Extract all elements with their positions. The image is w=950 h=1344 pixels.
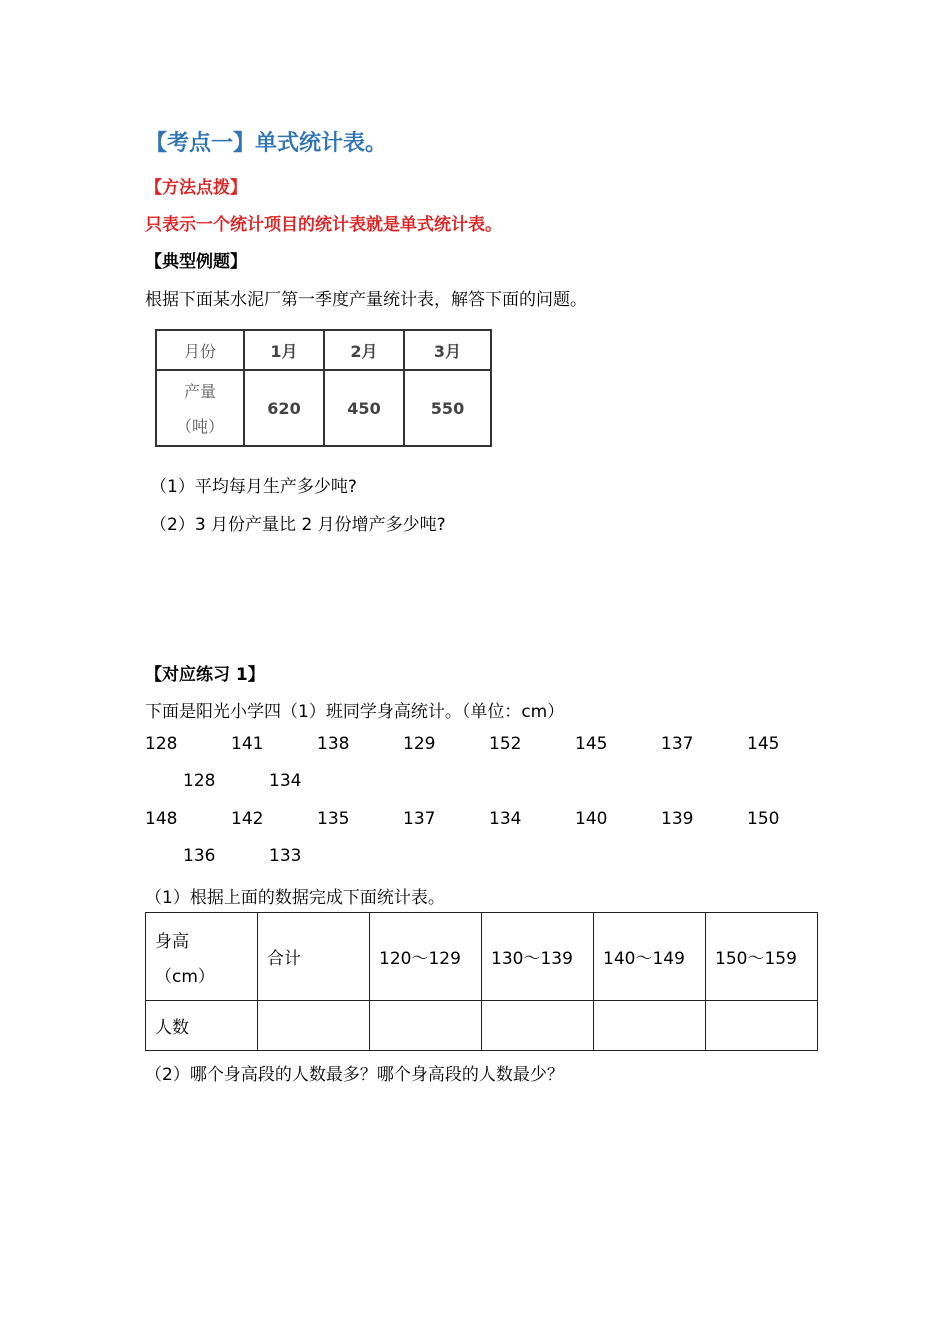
count-cell-120[interactable] — [370, 1001, 482, 1051]
height-value: 141 — [231, 734, 264, 754]
height-value: 140 — [575, 809, 608, 829]
example-intro: 根据下面某水泥厂第一季度产量统计表，解答下面的问题。 — [145, 290, 587, 310]
header-month: 月份 — [156, 330, 244, 370]
count-cell-total[interactable] — [258, 1001, 370, 1051]
count-cell-130[interactable] — [482, 1001, 594, 1051]
value-jan: 620 — [244, 370, 324, 446]
header-height-line1: 身高 — [155, 931, 189, 952]
method-label: 【方法点拨】 — [145, 178, 247, 198]
height-stat-table — [145, 912, 818, 1051]
practice-question-1: （1）根据上面的数据完成下面统计表。 — [145, 888, 445, 908]
practice-intro: 下面是阳光小学四（1）班同学身高统计。（单位：cm） — [145, 702, 565, 722]
row-label-line1: 产量 — [183, 382, 216, 401]
header-total: 合计 — [258, 913, 370, 1001]
height-value: 137 — [403, 809, 436, 829]
method-text: 只表示一个统计项目的统计表就是单式统计表。 — [145, 215, 502, 235]
row-label-output — [156, 370, 244, 446]
header-height-label — [146, 913, 258, 1001]
count-cell-140[interactable] — [594, 1001, 706, 1051]
example-question-1: （1）平均每月生产多少吨? — [150, 477, 357, 497]
example-question-2: （2）3 月份产量比 2 月份增产多少吨? — [150, 515, 446, 535]
practice-label: 【对应练习 1】 — [145, 665, 265, 685]
header-mar: 3月 — [404, 330, 491, 370]
section-heading: 【考点一】单式统计表。 — [145, 131, 388, 156]
header-range-130: 130～139 — [482, 913, 594, 1001]
header-range-140: 140～149 — [594, 913, 706, 1001]
height-value: 129 — [403, 734, 436, 754]
height-value: 145 — [747, 734, 780, 754]
height-value: 135 — [317, 809, 350, 829]
height-value: 148 — [145, 809, 178, 829]
height-value: 133 — [269, 846, 302, 866]
height-value: 142 — [231, 809, 264, 829]
height-value: 138 — [317, 734, 350, 754]
height-value: 136 — [183, 846, 216, 866]
header-jan: 1月 — [244, 330, 324, 370]
height-value: 150 — [747, 809, 780, 829]
header-feb: 2月 — [324, 330, 404, 370]
practice-question-2: （2）哪个身高段的人数最多？哪个身高段的人数最少？ — [145, 1065, 564, 1085]
height-value: 152 — [489, 734, 522, 754]
height-value: 134 — [489, 809, 522, 829]
count-cell-150[interactable] — [706, 1001, 818, 1051]
height-value: 134 — [269, 771, 302, 791]
height-value: 128 — [183, 771, 216, 791]
production-table — [155, 329, 492, 447]
header-range-150: 150～159 — [706, 913, 818, 1001]
height-value: 145 — [575, 734, 608, 754]
row-label-line2: （吨） — [175, 417, 224, 436]
value-mar: 550 — [404, 370, 491, 446]
value-feb: 450 — [324, 370, 404, 446]
height-value: 128 — [145, 734, 178, 754]
header-height-line2: （cm） — [155, 966, 215, 987]
height-value: 139 — [661, 809, 694, 829]
row-label-count: 人数 — [146, 1001, 258, 1051]
example-label: 【典型例题】 — [145, 252, 247, 272]
header-range-120: 120～129 — [370, 913, 482, 1001]
height-value: 137 — [661, 734, 694, 754]
